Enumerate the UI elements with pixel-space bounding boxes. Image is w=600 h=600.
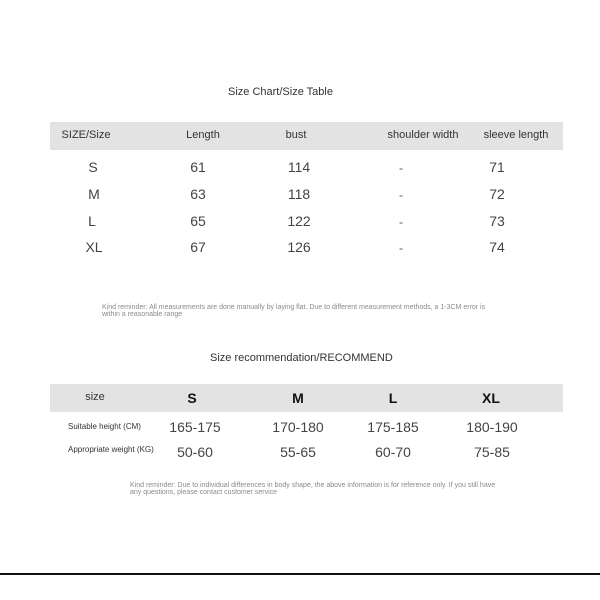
table-cell-length: 63 [190,186,206,202]
rec-header-xl: XL [482,390,500,406]
table-cell-shoulder: - [399,188,403,202]
size-chart-title: Size Chart/Size Table [228,86,333,98]
table-cell-bust: 114 [287,159,311,175]
table-cell-length: 65 [190,213,206,229]
table-cell-sleeve: 71 [489,159,505,175]
table-cell-shoulder: - [399,241,403,255]
rec-cell-height: 165-175 [169,419,221,435]
size-chart-reminder [102,304,485,318]
table-cell-length: 67 [190,239,206,255]
bottom-divider [0,573,600,575]
table-cell-size: M [88,186,100,202]
table-cell-shoulder: - [399,161,403,175]
table-cell-size: S [88,159,98,175]
table-cell-size: XL [85,239,103,255]
rec-cell-height: 180-190 [466,419,518,435]
table-cell-bust: 118 [287,186,311,202]
rec-cell-weight: 75-85 [474,444,510,460]
recommendation-title: Size recommendation/RECOMMEND [210,352,393,364]
rec-header-s: S [187,390,197,406]
col-header-sleeve-length: sleeve length [483,129,549,141]
col-header-size: SIZE/Size [61,129,111,141]
rec-row-label-height: Suitable height (CM) [68,422,141,431]
table-cell-bust: 126 [287,239,311,255]
rec-header-size: size [85,391,105,403]
rec-cell-weight: 55-65 [280,444,316,460]
table-cell-shoulder: - [399,215,403,229]
rec-row-label-weight: Appropriate weight (KG) [68,445,154,454]
table-cell-bust: 122 [287,213,311,229]
reminder-line: Kind reminder: All measurements are done manually by laying flat. Due to different measurement methods, a 1-3CM error is [102,304,486,311]
rec-cell-height: 170-180 [272,419,324,435]
rec-cell-height: 175-185 [367,419,419,435]
rec-header-l: L [388,390,398,406]
reminder-line: within a reasonable range [102,311,183,318]
col-header-length: Length [186,129,220,141]
rec-header-m: M [292,390,304,406]
table-cell-length: 61 [190,159,206,175]
rec-cell-weight: 50-60 [177,444,213,460]
table-cell-sleeve: 74 [489,239,505,255]
reminder-line: Kind reminder: Due to individual differences in body shape, the above information is for reference only. If you still have [130,482,496,489]
table-cell-size: L [88,213,96,229]
col-header-shoulder-width: shoulder width [387,129,459,141]
rec-cell-weight: 60-70 [375,444,411,460]
col-header-bust: bust [285,129,307,141]
recommendation-reminder [130,482,495,496]
table-cell-sleeve: 73 [489,213,505,229]
reminder-line: any questions, please contact customer service [130,489,278,496]
table-cell-sleeve: 72 [489,186,505,202]
